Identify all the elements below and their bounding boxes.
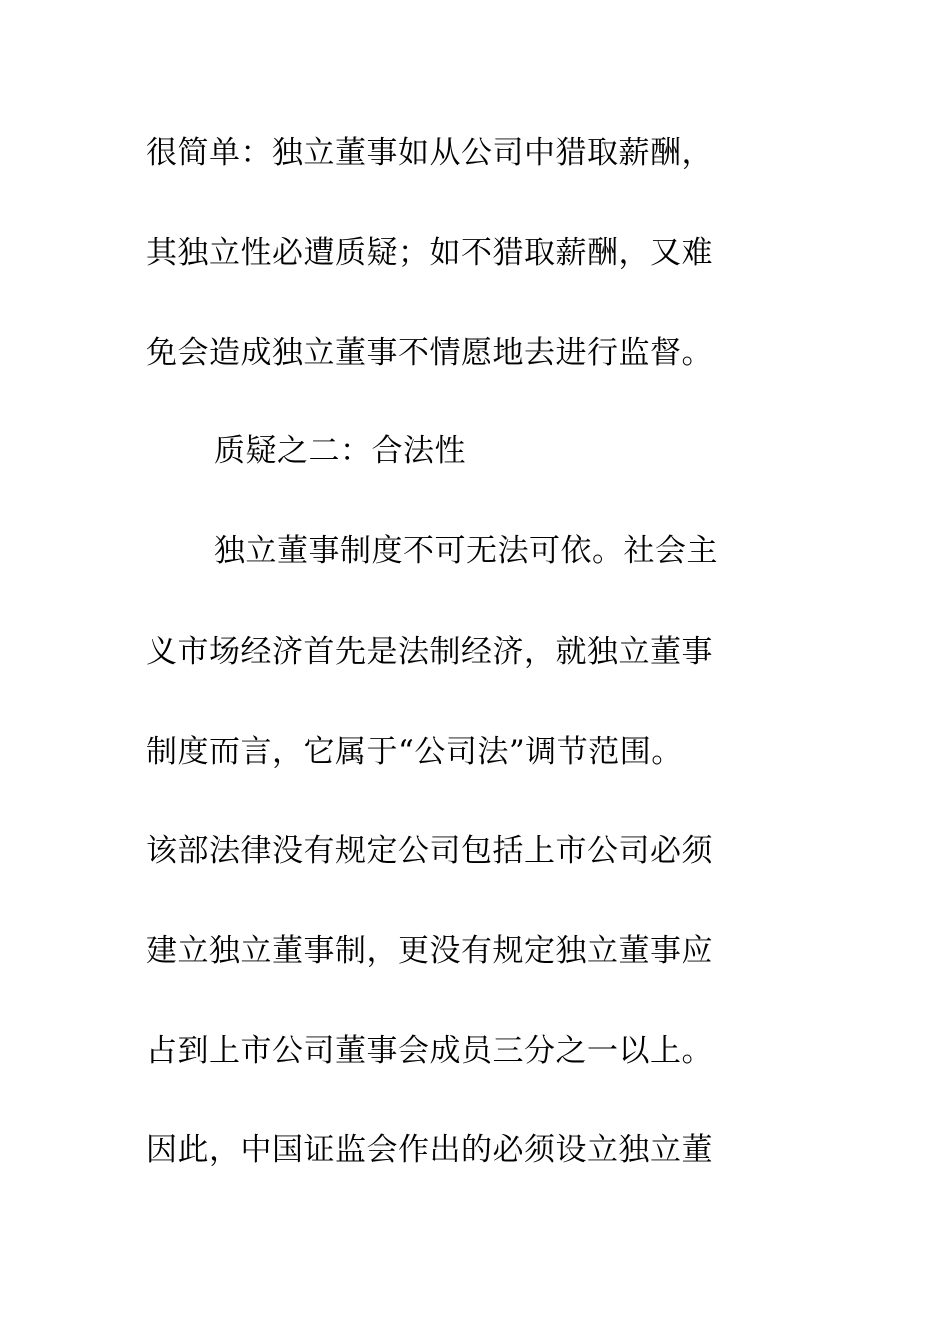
text-line: 制度而言，它属于“公司法”调节范围。 <box>146 734 683 770</box>
text-line: 很简单：独立董事如从公司中猎取薪酬， <box>146 135 713 171</box>
section-heading: 质疑之二：合法性 <box>214 433 466 469</box>
text-line: 该部法律没有规定公司包括上市公司必须 <box>146 833 713 869</box>
text-line: 因此，中国证监会作出的必须设立独立董 <box>146 1132 713 1168</box>
paragraph-first-line: 独立董事制度不可无法可依。社会主 <box>214 533 718 569</box>
text-line: 建立独立董事制，更没有规定独立董事应 <box>146 933 713 969</box>
text-line: 其独立性必遭质疑；如不猎取薪酬，又难 <box>146 235 713 271</box>
text-line: 占到上市公司董事会成员三分之一以上。 <box>146 1033 713 1069</box>
text-line: 义市场经济首先是法制经济，就独立董事 <box>146 634 713 670</box>
text-line: 免会造成独立董事不情愿地去进行监督。 <box>146 335 713 371</box>
